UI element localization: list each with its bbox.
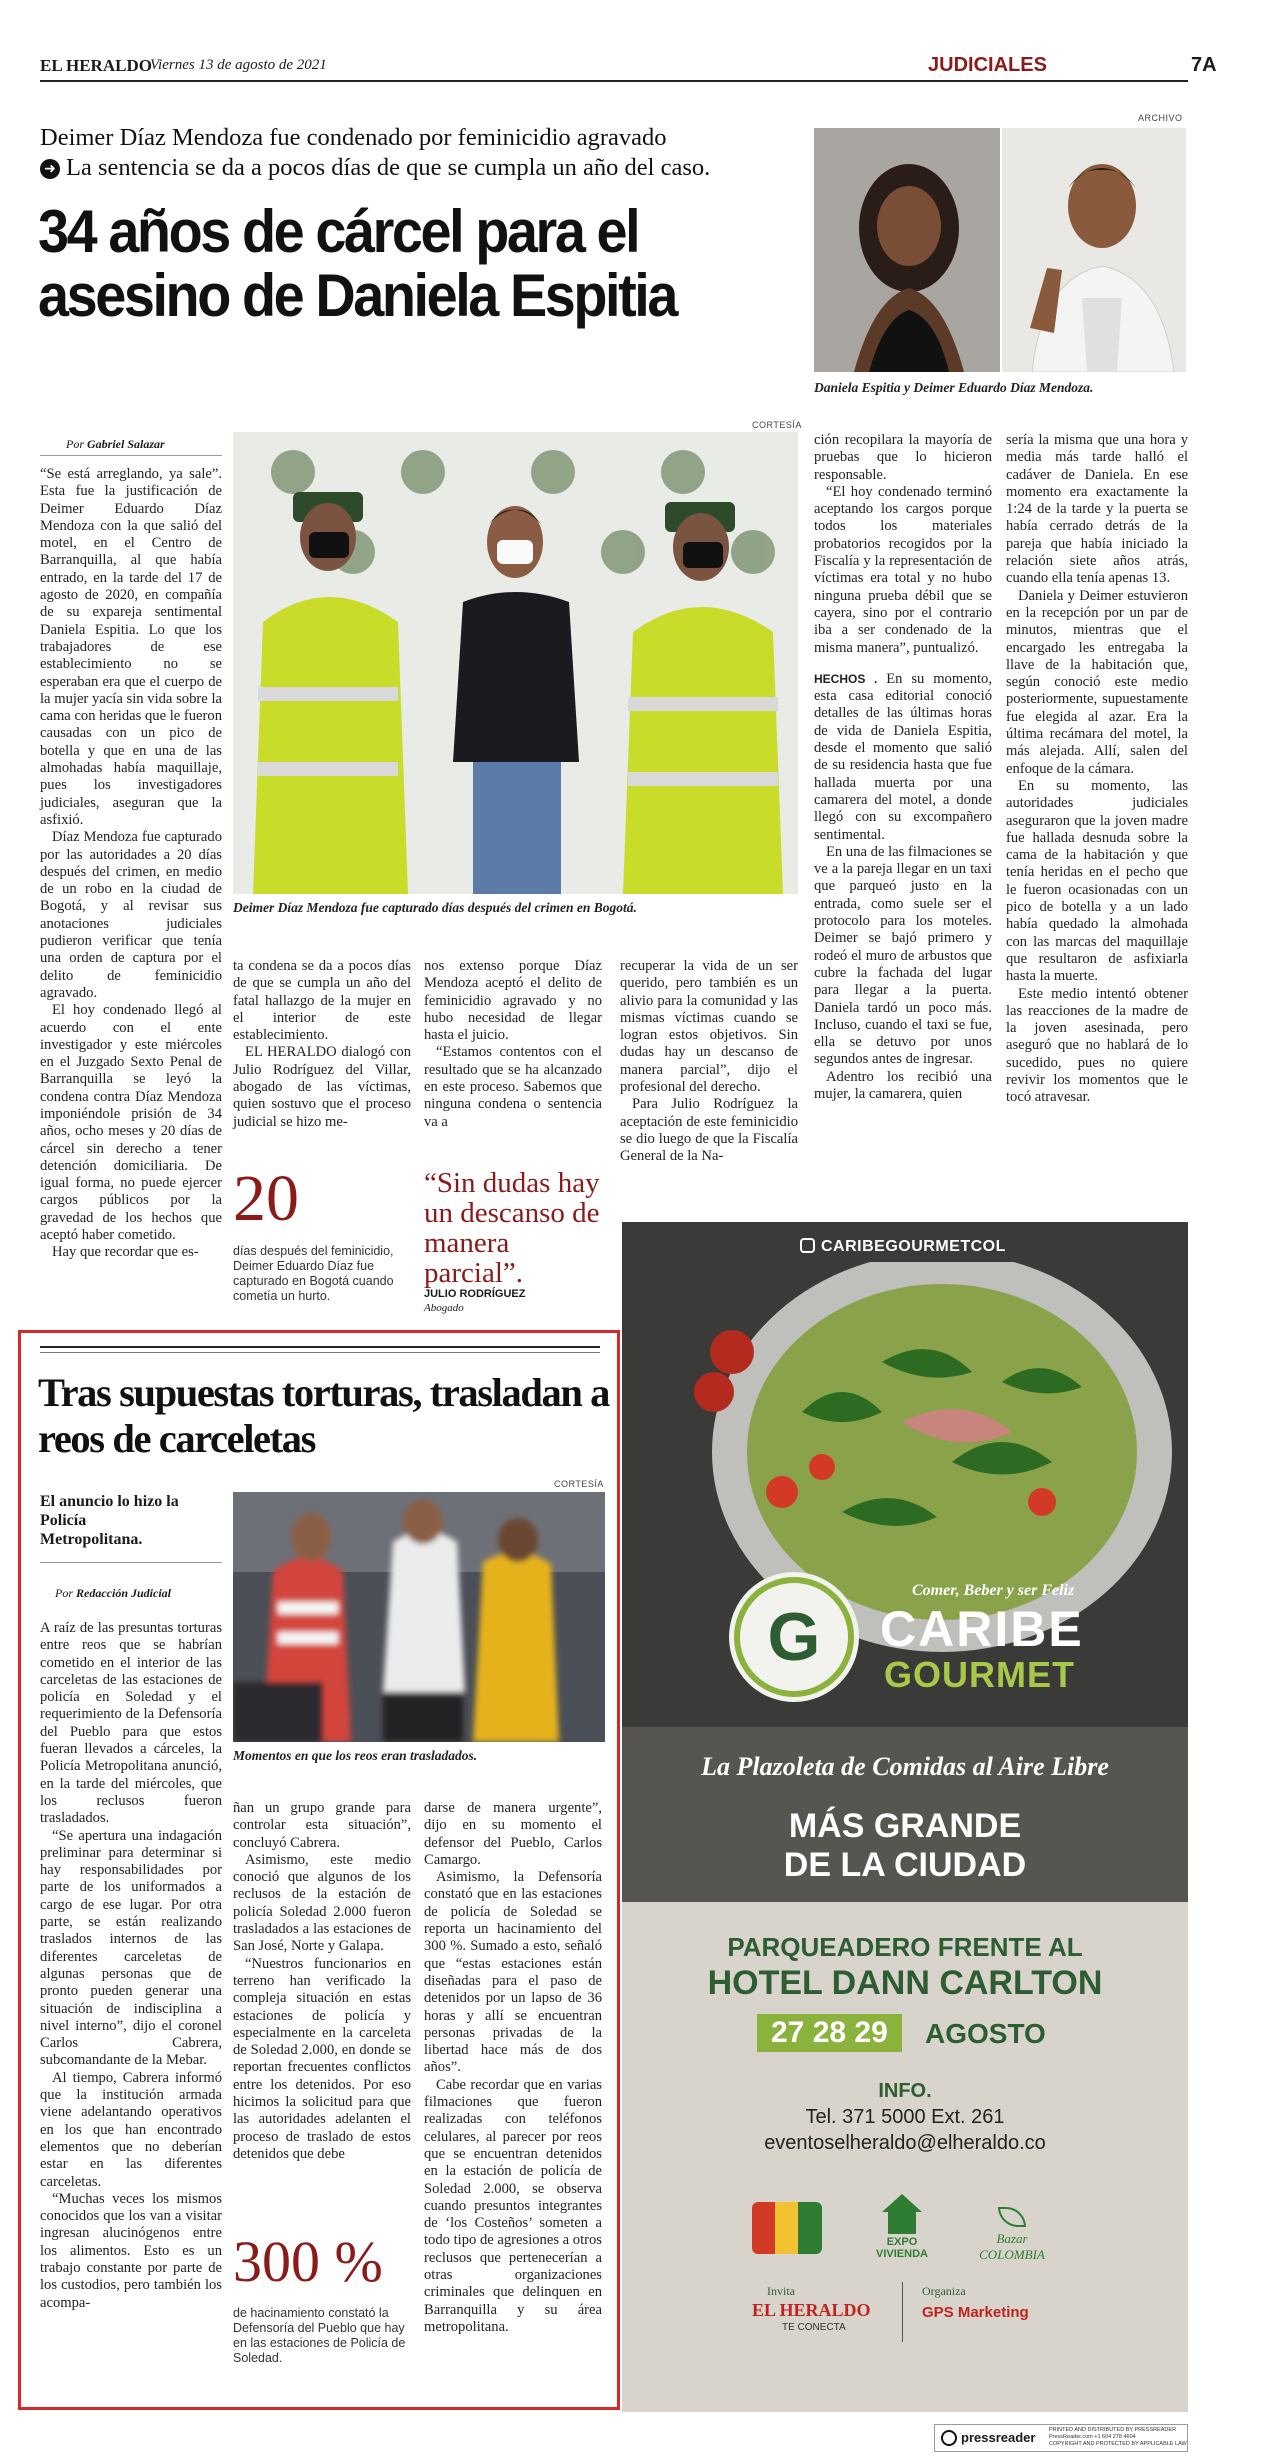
house-icon <box>882 2194 922 2234</box>
main-headline: 34 años de cárcel para el asesino de Daniela Espitia <box>38 198 677 329</box>
second-summary: El anuncio lo hizo la Policía Metropolitana. <box>40 1493 179 1548</box>
ad-parking-2: HOTEL DANN CARLTON <box>707 1964 1103 2002</box>
page-number: 7A <box>1191 54 1217 76</box>
ad-email[interactable]: eventoselheraldo@elheraldo.co <box>764 2132 1046 2154</box>
feria-logo <box>752 2202 822 2254</box>
paragraph: Díaz Mendoza fue capturado por las autoridades a 20 días después del crimen, en medio de un robo en la ciudad de Bogotá, y al revisar sus anotaciones judiciales pudieron verificar que tenía una orden de captura por el delito de feminicidio agravado. <box>40 829 222 1001</box>
ad-brand-top: CARIBE <box>880 1601 1084 1657</box>
byline-prefix: Por <box>66 437 84 451</box>
ad-parking-1: PARQUEADERO FRENTE AL <box>727 1932 1083 1962</box>
deck-1: Deimer Díaz Mendoza fue condenado por feminicidio agravado <box>40 124 667 151</box>
paragraph: “Estamos contentos con el resultado que se ha alcanzado en este proceso. Sabemos que ninguna condena o sentencia va a <box>424 1044 602 1130</box>
ad-big-line-2: DE LA CIUDAD <box>783 1846 1027 1884</box>
byline-rule <box>40 455 222 456</box>
paragraph: “Muchas veces los mismos conocidos que los van a visitar ingresan alucinógenos entre los alimentos. Esto es un trabajo constante por parte de los custodios, pero también los acompa- <box>40 2190 222 2311</box>
second-photo <box>233 1492 605 1742</box>
paragraph: EL HERALDO dialogó con Julio Rodríguez del Villar, abogado de las víctimas, quien sostuvo que el proceso judicial se hizo me- <box>233 1044 411 1130</box>
transfer-photo-image <box>233 1492 605 1742</box>
deck-2 <box>40 154 710 182</box>
second-col-2 <box>233 1800 411 2163</box>
arrow-circle-icon: ➜ <box>40 159 60 179</box>
second-story-top-rule-2 <box>40 1352 600 1353</box>
paragraph: nos extenso porque Díaz Mendoza aceptó el delito de feminicidio agravado y no hubo necesidad de llegar hasta el juicio. <box>424 958 602 1044</box>
section-label: JUDICIALES <box>928 54 1047 76</box>
paragraph: “Se está arreglando, ya sale”. Esta fue la justificación de Deimer Eduardo Díaz Mendoza con la que salió del motel, en el Centro de Barranquilla, al que había entrado, en la tarde del 17 de agosto de 2020, en compañía de su expareja sentimental Daniela Espitia. Lo que los trabajadores de ese establecimiento no se esperaban era que el cuerpo de la mujer yacía sin vida sobre la cama con heridas que le fueron causadas con un pico de botella y que en una de las almohadas había maquillaje, pues los investigadores judiciales, aseguran que la asfixió. <box>40 466 222 828</box>
paragraph: En una de las filmaciones se ve a la pareja llegar en un taxi que parqueó justo en la entrada, como suele ser el protocolo para los moteles. Deimer se bajó primero y rodeó el muro de arbustos que cubre la fachada del lugar para llegar a la puerta. Daniela tardó un poco más. Incluso, cuando el taxi se fue, ella se detuvo por unos segundos antes de ingresar. <box>814 843 992 1068</box>
paragraph: Cabe recordar que en varias filmaciones que fueron realizadas con teléfonos celulares, al parecer por reos que se encuentran detenidos en la estación de policía de Soledad 2.000, se observa cuando presuntos integrantes de ‘los Costeños’ someten a todo tipo de agresiones a otros reclusos que pertenecerían a otras organizaciones criminales que delinquen en Barranquilla y su área metropolitana. <box>424 2076 602 2335</box>
instagram-icon <box>800 1238 815 1253</box>
ad-month: AGOSTO <box>925 2018 1046 2049</box>
pressreader-logo-icon <box>941 2430 957 2446</box>
main-col-4 <box>620 958 798 1166</box>
main-photo-credit: CORTESÍA <box>752 420 802 430</box>
quote-name: JULIO RODRÍGUEZ <box>424 1288 526 1300</box>
main-photo-caption: Deimer Díaz Mendoza fue capturado días después del crimen en Bogotá. <box>233 900 637 915</box>
paragraph: Para Julio Rodríguez la aceptación de este feminicidio se dio luego de que la Fiscalía General de la Na- <box>620 1096 798 1165</box>
second-byline <box>55 1586 171 1601</box>
paragraph: ción recopilara la mayoría de pruebas que lo hicieron responsable. <box>814 432 992 483</box>
fact-number-20: 20 <box>233 1162 299 1235</box>
archivo-credit: ARCHIVO <box>1138 113 1183 123</box>
main-col-2 <box>233 958 411 1131</box>
summary-rule <box>40 1562 222 1563</box>
g-logo-icon: G <box>767 1599 821 1675</box>
instagram-handle: CARIBEGOURMETCOL <box>821 1238 1006 1255</box>
paragraph: ta condena se da a pocos días de que se cumpla un año del fatal hallazgo de la mujer en el interior de este establecimiento. <box>233 958 411 1044</box>
fact-text-20: días después del feminicidio, Deimer Eduardo Díaz fue capturado en Bogotá cuando cometía un hurto. <box>233 1244 394 1303</box>
paragraph: A raíz de las presuntas torturas entre reos que se habrían cometido en el interior de las carceletas de las estaciones de policía en Soledad y el requerimiento de la Defensoría del Pueblo para que estos fueran llevados a cárceles, la Policía Metropolitana anunció, en la tarde del miércoles, que los reclusos fueron trasladados. <box>40 1620 222 1827</box>
quote-role: Abogado <box>424 1302 464 1314</box>
fact-number-300: 300 % <box>233 2229 383 2294</box>
ad-script-line-front: La Plazoleta de Comidas al Aire Libre <box>701 1752 1109 1781</box>
pressreader-notes <box>1049 2427 1187 2448</box>
deck-2-text: La sentencia se da a pocos días de que se cumpla un año del caso. <box>66 154 711 181</box>
capture-photo-image <box>233 432 798 894</box>
main-byline <box>66 437 165 452</box>
ad-brand-bottom: GOURMET <box>884 1654 1075 1695</box>
paragraph: darse de manera urgente”, dijo en su momento el defensor del Pueblo, Carlos Camargo. <box>424 1800 602 1868</box>
second-col-3 <box>424 1800 602 2336</box>
caribe-gourmet-ad[interactable] <box>622 1222 1188 2412</box>
paragraph: “El hoy condenado terminó aceptando los cargos porque todos los materiales probatorios recogidos por la Fiscalía y la representación de víctimas era total y no hubo ninguna prueba débil que se cayera, sino por el contrario iba a ser condenado de la misma manera”, puntualizó. <box>814 483 992 656</box>
paragraph: Asimismo, la Defensoría constató que en las estaciones de policía de Soledad se reporta un hacinamiento del 300 %. Sumado a esto, señaló que “estas estaciones están diseñadas para el paso de detenidos por un lapso de 36 horas y allí se encuentran personas privadas de la libertad hace más de dos años”. <box>424 1869 602 2076</box>
portrait-deimer-image <box>1002 128 1186 372</box>
fact-text-300: de hacinamiento constató la Defensoría del Pueblo que hay en las estaciones de Policía de Soledad. <box>233 2306 406 2365</box>
paragraph: Daniela y Deimer estuvieron en la recepción por un par de minutos, mientras que el encargado les entregaba la llave de la habitación que, según conoció este medio posteriormente, supuestamente fue elegida al azar. Era la última recámara del motel, la más alejada. Allí, salen del enfoque de la cámara. <box>1006 587 1188 777</box>
byline-prefix: Por <box>55 1586 73 1600</box>
main-col-1 <box>40 466 222 1262</box>
paragraph: sería la misma que una hora y media más tarde halló el cadáver de Daniela. En ese momento era exactamente la 1:24 de la tarde y la puerta se había cerrado detrás de la pareja que había iniciado la relación siete años atrás, cuando ella tenía apenas 13. <box>1006 432 1188 587</box>
main-col-5 <box>814 432 992 1103</box>
ad-tagline-small: Comer, Beber y ser Feliz <box>912 1582 1075 1599</box>
paragraph: “Nuestros funcionarios en terreno han verificado la compleja situación en estas estaciones de policía y especialmente en la carceleta de Soledad 2.000, en donde se reportan frecuentes conflictos entre los detenidos. Por eso hicimos la solicitud para que las autoridades adelanten el proceso de traslado de estos detenidos que debe <box>233 1955 411 2162</box>
ad-instagram[interactable] <box>800 1238 1006 1256</box>
portrait-caption: Daniela Espitia y Deimer Eduardo Díaz Mendoza. <box>814 380 1094 395</box>
paragraph: El hoy condenado llegó al acuerdo con el ente investigador y este miércoles en el Juzgado Sexto Penal de Barranquilla se leyó la condena contra Díaz Mendoza imponiéndole prisión de 34 años, ocho meses y 20 días de cárcel sin derecho a tener detención domiciliaria. De igual forma, no puede ejercer cargos públicos por la gravedad de los hechos que aceptó haber cometido. <box>40 1002 222 1244</box>
ad-invita-sub: TE CONECTA <box>782 2322 846 2333</box>
paragraph: Adentro los recibió una mujer, la camarera, quien <box>814 1068 992 1102</box>
main-col-6 <box>1006 432 1188 1107</box>
portrait-daniela <box>814 128 1000 372</box>
second-col-1 <box>40 1620 222 2312</box>
ad-divider <box>902 2282 903 2342</box>
paragraph: En su momento, las autoridades judiciales aseguraron que la joven madre fue hallada desnuda sobre la cama de la habitación y que tenía heridas en el pecho que le fueron ocasionadas con un pico de botella y a un lado había quedado la almohada con las marcas del maquillaje que resultaron de asfixiarla hasta la muerte. <box>1006 777 1188 985</box>
ad-invita-name: EL HERALDO <box>752 2300 871 2320</box>
second-photo-caption: Momentos en que los reos eran trasladados. <box>233 1748 478 1763</box>
hechos-label: HECHOS . <box>814 671 878 686</box>
sponsor-expo-label: EXPO VIVIENDA <box>876 2236 928 2260</box>
paragraph: Asimismo, este medio conoció que algunos de los reclusos de la estación de policía Soledad 2.000 fueron trasladados a las estaciones de San José, Norte y Galapa. <box>233 1851 411 1955</box>
second-story-top-rule <box>40 1346 600 1348</box>
pull-quote: “Sin dudas hay un descanso de manera parcial”. <box>424 1167 600 1289</box>
paragraph: Hay que recordar que es- <box>52 1244 199 1261</box>
ad-organiza-name: GPS Marketing <box>922 2304 1029 2321</box>
issue-date: Viernes 13 de agosto de 2021 <box>150 57 327 73</box>
hechos-text: En su momento, esta casa editorial conoció detalles de las últimas horas de vida de Daniela Espitia, desde el momento que salió de su residencia hasta que fue hallada muerta por una camarera del motel, a donde llegó con su excompañero sentimental. <box>814 670 992 843</box>
paragraph: ñan un grupo grande para controlar esta situación”, concluyó Cabrera. <box>233 1800 411 1851</box>
paragraph: recuperar la vida de un ser querido, pero también es un alivio para la comunidad y las mismas víctimas cuando se logran estos objetivos. Sin dudas hay un descanso de manera parcial”, dijo el profesional del derecho. <box>620 958 798 1096</box>
sponsor-expo <box>872 2194 932 2260</box>
masthead <box>40 52 1240 82</box>
paragraph: Este medio intentó obtener las reacciones de la madre de la joven asesinada, pero aseguró que no hablará de lo sucedido, pues no quiere revivir los momentos que le tocó atravesar. <box>1006 985 1188 1106</box>
byline-name: Redacción Judicial <box>76 1586 171 1600</box>
ad-invita-label: Invita <box>767 2284 795 2298</box>
hechos-paragraph <box>814 671 992 844</box>
portrait-deimer <box>1002 128 1186 372</box>
pressreader-note-1: PRINTED AND DISTRIBUTED BY PRESSREADER <box>1049 2427 1177 2433</box>
pressreader-badge[interactable] <box>934 2424 1188 2452</box>
byline-name: Gabriel Salazar <box>87 437 165 451</box>
sponsor-bazar <box>972 2207 1052 2263</box>
ad-info-label: INFO. <box>878 2080 932 2102</box>
main-col-3 <box>424 958 602 1131</box>
ad-big-line-1: MÁS GRANDE <box>788 1807 1022 1845</box>
pressreader-brand: pressreader <box>961 2430 1036 2445</box>
sponsor-bazar-label: Bazar COLOMBIA <box>979 2231 1045 2262</box>
main-photo <box>233 432 798 894</box>
paper-name: EL HERALDO <box>40 56 152 75</box>
paragraph: “Se apertura una indagación preliminar para determinar si hay responsabilidades por parte de los uniformados a cargo de ese lugar. Por otra parte, se están realizando traslados internos de las diferentes carceletas de algunas personas que de pronto pueden generar una situación de indisciplina a nivel interno”, dijo el coronel Carlos Cabrera, subcomandante de la Mebar. <box>40 1827 222 2069</box>
salad-plate-image <box>622 1262 1188 1782</box>
ad-phone[interactable]: Tel. 371 5000 Ext. 261 <box>805 2106 1005 2128</box>
portrait-daniela-image <box>814 128 1000 372</box>
pressreader-note-3: COPYRIGHT AND PROTECTED BY APPLICABLE LAW <box>1049 2441 1187 2447</box>
paragraph: Al tiempo, Cabrera informó que la institución armada viene adelantando operativos en los que han encontrado elementos que no deberían estar en las diferentes carceletas. <box>40 2069 222 2190</box>
second-headline: Tras supuestas torturas, trasladan a reos de carceletas <box>38 1370 610 1461</box>
caribe-logo-badge <box>734 1577 854 1697</box>
leaf-icon <box>998 2207 1026 2227</box>
ad-organiza-label: Organiza <box>922 2284 966 2298</box>
masthead-rule <box>40 80 1188 82</box>
ad-dates: 27 28 29 <box>757 2014 902 2052</box>
pressreader-note-2: PressReader.com +1 604 278 4604 <box>1049 2434 1136 2440</box>
second-photo-credit: CORTESÍA <box>554 1479 604 1489</box>
